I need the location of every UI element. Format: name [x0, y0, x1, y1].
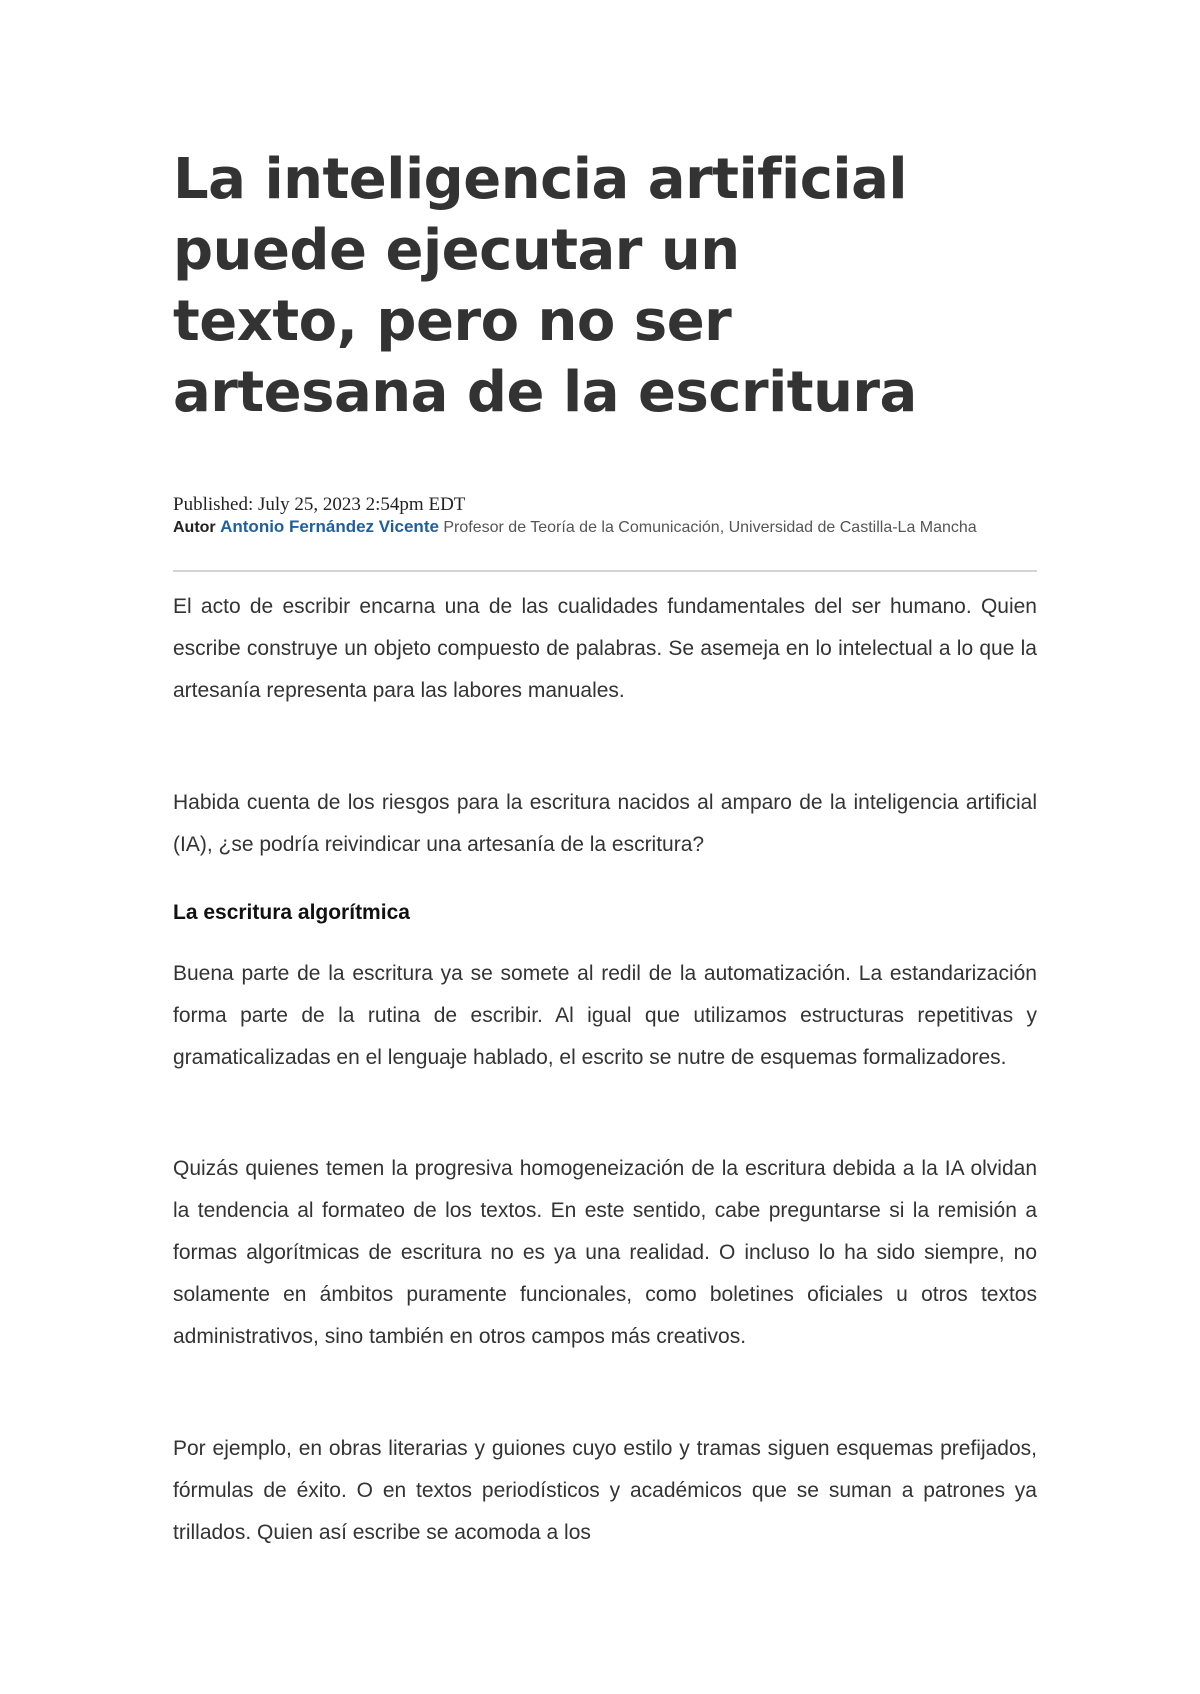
article-title: La inteligencia artificial puede ejecutar un texto, pero no ser artesana de la escritura	[173, 147, 917, 425]
article-meta	[173, 494, 1037, 539]
paragraph: Quizás quienes temen la progresiva homogeneización de la escritura debida a la IA olvidan la tendencia al formateo de los textos. En este sentido, cabe preguntarse si la remisión a formas algorítmicas de escritura no es ya una realidad. O incluso lo ha sido siempre, no solamente en ámbitos puramente funcionales, como boletines oficiales u otros textos administrativos, sino también en otros campos más creativos.	[173, 1157, 1037, 1348]
author-name-link[interactable]: Antonio Fernández Vicente	[220, 517, 439, 536]
paragraph: Habida cuenta de los riesgos para la escritura nacidos al amparo de la inteligencia artificial (IA), ¿se podría reivindicar una artesanía de la escritura?	[173, 791, 1037, 856]
paragraph: Buena parte de la escritura ya se somete al redil de la automatización. La estandarización forma parte de la rutina de escribir. Al igual que utilizamos estructuras repetitivas y gramaticalizadas en el lenguaje hablado, el escrito se nutre de esquemas formalizadores.	[173, 962, 1037, 1069]
paragraph: Por ejemplo, en obras literarias y guiones cuyo estilo y tramas siguen esquemas prefijados, fórmulas de éxito. O en textos periodísticos y académicos que se suman a patrones ya trillados. Quien así escribe se acomoda a los	[173, 1437, 1037, 1544]
author-affiliation: Profesor de Teoría de la Comunicación, Universidad de Castilla-La Mancha	[438, 519, 977, 536]
author-line	[173, 516, 1037, 539]
author-label: Autor	[173, 519, 216, 536]
section-heading: La escritura algorítmica	[173, 901, 410, 924]
meta-divider	[173, 570, 1037, 572]
published-date: Published: July 25, 2023 2:54pm EDT	[173, 494, 466, 515]
paragraph: El acto de escribir encarna una de las cualidades fundamentales del ser humano. Quien escribe construye un objeto compuesto de palabras. Se asemeja en lo intelectual a lo que la artesanía representa para las labores manuales.	[173, 595, 1037, 702]
